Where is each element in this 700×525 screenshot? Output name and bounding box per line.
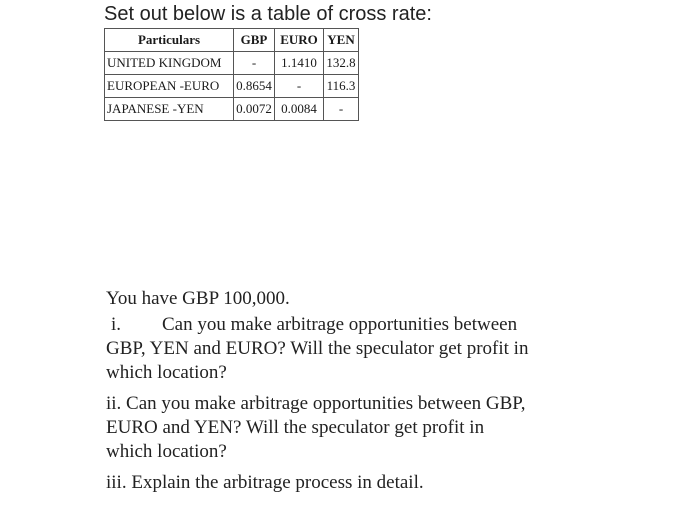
table-header-row <box>105 29 359 52</box>
cell-yen-gbp: 0.0072 <box>234 98 275 121</box>
premise-text: You have GBP 100,000. <box>106 288 290 309</box>
cell-euro-yen: 116.3 <box>324 75 359 98</box>
header-particulars: Particulars <box>105 29 234 52</box>
table-row <box>105 98 359 121</box>
spacer <box>106 385 636 390</box>
question-1-number: i. <box>111 314 122 335</box>
cross-rate-table <box>104 28 359 121</box>
header-gbp: GBP <box>234 29 275 52</box>
question-2-line-3: which location? <box>106 441 227 462</box>
question-section <box>106 287 636 495</box>
intro-text: Set out below is a table of cross rate: <box>104 3 432 25</box>
header-euro: EURO <box>275 29 324 52</box>
question-1-line-1 <box>106 313 636 337</box>
question-1-line-3: which location? <box>106 362 227 383</box>
question-3 <box>106 471 636 495</box>
cell-yen-euro: 0.0084 <box>275 98 324 121</box>
header-yen: YEN <box>324 29 359 52</box>
row-label-yen: JAPANESE -YEN <box>105 98 234 121</box>
row-label-uk: UNITED KINGDOM <box>105 52 234 75</box>
table-row <box>105 75 359 98</box>
question-2-line-2: EURO and YEN? Will the speculator get profit in <box>106 417 485 438</box>
question-2 <box>106 392 636 464</box>
cell-uk-yen: 132.8 <box>324 52 359 75</box>
question-2-line-1: ii. Can you make arbitrage opportunities between GBP, <box>106 393 526 414</box>
question-1 <box>106 313 636 385</box>
row-label-euro: EUROPEAN -EURO <box>105 75 234 98</box>
question-1-line-2: GBP, YEN and EURO? Will the speculator get profit in <box>106 338 529 359</box>
cell-yen-yen: - <box>324 98 359 121</box>
cell-uk-euro: 1.1410 <box>275 52 324 75</box>
cell-euro-euro: - <box>275 75 324 98</box>
question-1-text-1: Can you make arbitrage opportunities between <box>162 314 518 335</box>
question-3-line-1: iii. Explain the arbitrage process in detail. <box>106 472 424 493</box>
cell-uk-gbp: - <box>234 52 275 75</box>
spacer <box>106 464 636 469</box>
table-row <box>105 52 359 75</box>
cell-euro-gbp: 0.8654 <box>234 75 275 98</box>
